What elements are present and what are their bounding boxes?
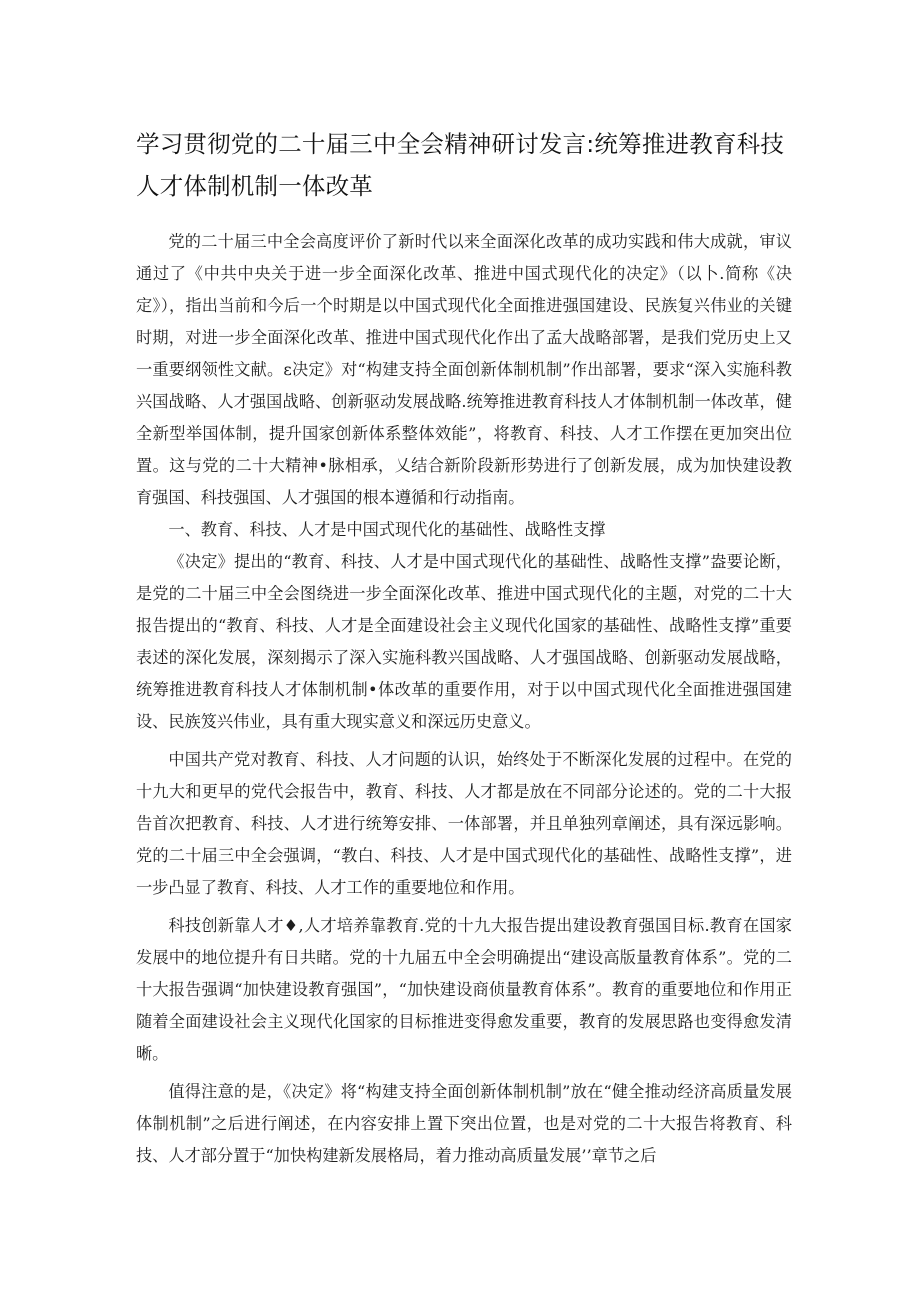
- paragraph-talent-education: 科技创新靠人才♦,人才培养靠教育.党的十九大报告提出建设教育强国目标.教育在国家发展中的地位提升有日共睹。党的十九届五中全会明确提出“建设高版量教育体系”。党的二十大报告强调“加快建设教育强国”，“加快建设商侦量教育体系”。教育的重要地位和作用正随着全面建设社会主义现代化国家的目标推进变得愈发重要，教育的发展思路也变得愈发清晰。: [136, 916, 792, 1063]
- paragraph-decision-thesis: 《决定》提出的“教育、科技、人才是中国式现代化的基础性、战略性支撑”盎要论断，是党的二十届三中全会图绕进一步全面深化改革、推进中国式现代化的主题，对党的二十大报告提出的“教育、科技、人才是全面建设社会主义现代化国家的基础性、战略性支撑”重要表述的深化发展，深刻揭示了深入实施科教兴国战略、人才强国战略、创新驱动发展战略，统筹推进教育科技人才体制机制•体改革的重要作用，对于以中国式现代化全面推进强国建设、民族笈兴伟业，具有重大现实意义和深远历史意义。: [136, 552, 792, 731]
- section-heading-1: 一、教育、科技、人才是中国式现代化的基础性、战略性支撑: [168, 520, 606, 539]
- document-body: [136, 226, 792, 1172]
- paragraph-notable-point: 值得注意的是，《决定》将“构建支持全面创新体制机制”放在“健全推动经济高质量发展体制机制”之后进行阐述，在内容安排上置下突出位置，也是对党的二十大报告将教育、科技、人才部分置于“加快构建新发展格局，着力推动高质量发展’’章节之后: [136, 1082, 792, 1165]
- paragraph-party-understanding: 中国共产党对教育、科技、人才问题的认识，始终处于不断深化发展的过程中。在党的十九大和更早的党代会报告中，教育、科技、人才都是放在不同部分论述的。党的二十大报告首次把教育、科技、人才进行统筹安排、一体部署，并且单独列章阐述，具有深远影响。党的二十届三中全会强调，“教白、科技、人才是中国式现代化的基础性、战略性支撑”，进一步凸显了教育、科技、人才工作的重要地位和作用。: [136, 750, 792, 897]
- document-title: 学习贯彻党的二十届三中全会精神研讨发言:统筹推进教育科技人才体制机制一体改革: [136, 130, 785, 200]
- paragraph-intro: 党的二十届三中全会高度评价了新时代以来全面深化改革的成功实践和伟大成就，审议通过了《中共中央关于进一步全面深化改革、推进中国式现代化的决定》（以卜.简称《决定》），指出当前和今后一个时期是以中国式现代化全面推进强国建设、民族复兴伟业的关键时期，对进一步全面深化改革、推进中国式现代化作出了孟大战略部署，是我们党历史上又一重要纲领性文献。ε决定》对“构建支持全面创新体制机制”作出部署，要求“深入实施科教兴国战略、人才强国战略、创新驱动发展战略.统筹推进教育科技人才体制机制一体改革，健全新型举国体制，提升国家创新体系整体效能”，将教育、科技、人才工作摆在更加突出位置。这与党的二十大精神•脉相承，乂结合新阶段新形势进行了创新发展，成为加快建设教育强国、科技强国、人才强国的根本遵循和行动指南。: [136, 232, 792, 507]
